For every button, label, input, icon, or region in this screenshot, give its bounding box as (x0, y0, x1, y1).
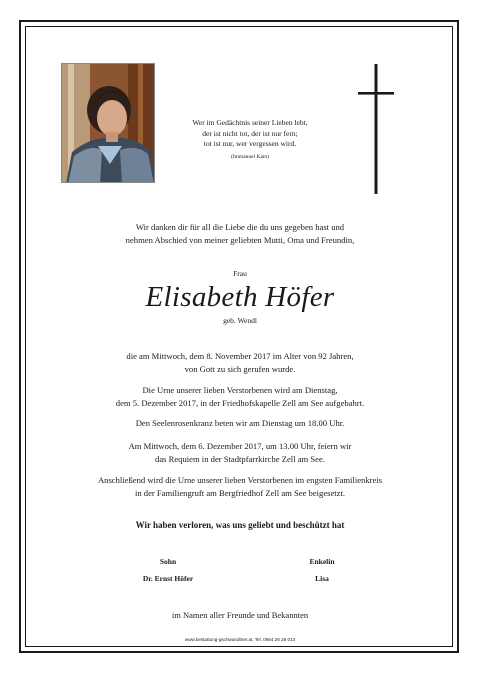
signature-role: Enkelin (309, 557, 335, 566)
deceased-title: Frau (233, 269, 247, 278)
deceased-name: Elisabeth Höfer (145, 281, 335, 313)
paragraph-line: in der Familiengruft am Bergfriedhof Zell am See beigesetzt. (134, 488, 346, 498)
intro-text (40, 221, 440, 247)
signature-name: Lisa (315, 574, 329, 583)
birth-name: geb. Wendl (223, 316, 257, 325)
paragraph-rosary (40, 417, 440, 430)
quote-author: (Immanuel Kant) (230, 153, 270, 160)
paragraph-burial (40, 474, 440, 500)
paragraph-line: die am Mittwoch, dem 8. November 2017 im Alter von 92 Jahren, (126, 351, 354, 361)
signature-name: Dr. Ernst Höfer (142, 574, 194, 583)
signature-granddaughter (262, 553, 382, 587)
paragraph-line: Die Urne unserer lieben Verstorbenen wird am Dienstag, (142, 385, 338, 395)
paragraph-requiem (40, 440, 440, 466)
paragraph-line: dem 5. Dezember 2017, in der Friedhofskapelle Zell am See aufgebahrt. (115, 398, 365, 408)
closing-line: im Namen aller Freunde und Bekannten (171, 610, 309, 620)
paragraph-urn-viewing (40, 384, 440, 410)
paragraph-line: das Requiem in der Stadtpfarrkirche Zell am See. (155, 454, 325, 464)
paragraph-line: von Gott zu sich gerufen wurde. (184, 364, 296, 374)
portrait-photo (61, 63, 155, 183)
paragraph-death-notice (40, 350, 440, 376)
footer-contact: www.bestattung-gschwandtner.at, Tel. 0664 26 28 013 (184, 637, 296, 642)
intro-line: nehmen Abschied von meiner geliebten Mutti, Oma und Freundin, (125, 235, 355, 245)
quote-line: Wer im Gedächtnis seiner Lieben lebt, (192, 118, 308, 127)
memorial-quote (160, 118, 340, 162)
signature-role: Sohn (159, 557, 177, 566)
quote-line: der ist nicht tot, der ist nur fern; (202, 128, 298, 138)
paragraph-line: Anschließend wird die Urne unserer lieben Verstorbenen im engsten Familienkreis (97, 475, 383, 485)
quote-line: tot ist nur, wer vergessen wird. (203, 139, 297, 148)
cross-icon (356, 64, 396, 194)
signature-son (108, 553, 228, 587)
paragraph-line: Am Mittwoch, dem 6. Dezember 2017, um 13.00 Uhr, feiern wir (128, 441, 352, 451)
intro-line: Wir danken dir für all die Liebe die du uns gegeben hast und (135, 222, 345, 232)
motto: Wir haben verloren, was uns geliebt und beschützt hat (135, 520, 345, 530)
paragraph-line: Den Seelenrosenkranz beten wir am Dienstag um 18.00 Uhr. (135, 418, 345, 428)
